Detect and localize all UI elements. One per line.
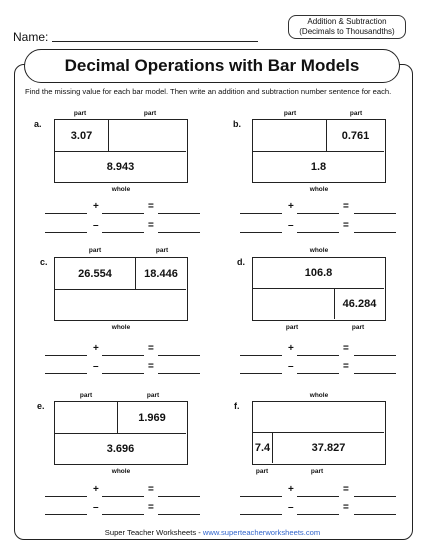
problem-f-sub-blank-1[interactable] (240, 514, 282, 515)
problem-f-plus: + (288, 484, 294, 495)
problem-c-equals-1: = (148, 343, 154, 354)
problem-b-part2: 0.761 (327, 120, 384, 152)
problem-c-part1-label: part (88, 247, 102, 254)
problem-b-minus: – (288, 220, 294, 231)
problem-d-whole: 106.8 (253, 258, 384, 289)
problem-a-add-blank-3[interactable] (158, 213, 200, 214)
problem-b-whole: 1.8 (310, 160, 327, 173)
problem-c-minus: – (93, 361, 99, 372)
problem-c-part1: 26.554 (55, 258, 136, 290)
problem-f-add-blank-2[interactable] (297, 496, 339, 497)
problem-b-equals-1: = (343, 201, 349, 212)
problem-b-sub-blank-3[interactable] (354, 232, 396, 233)
problem-d-minus: – (288, 361, 294, 372)
problem-d-part2: 46.284 (342, 298, 377, 310)
problem-d-part2-label: part (351, 324, 365, 331)
problem-a-bar-model (54, 119, 188, 183)
problem-b-whole-label: whole (309, 186, 329, 193)
problem-e-minus: – (93, 502, 99, 513)
problem-b-add-blank-2[interactable] (297, 213, 339, 214)
problem-d-whole-label: whole (309, 247, 329, 254)
problem-f-minus: – (288, 502, 294, 513)
problem-e-equals-2: = (148, 502, 154, 513)
problem-e-plus: + (93, 484, 99, 495)
problem-f-bar-model (252, 401, 386, 465)
problem-a-equals-1: = (148, 201, 154, 212)
problem-a-sub-blank-3[interactable] (158, 232, 200, 233)
problem-f-letter: f. (234, 401, 240, 411)
problem-d-equals-1: = (343, 343, 349, 354)
topic-box (288, 15, 406, 39)
problem-c-equals-2: = (148, 361, 154, 372)
topic-line-1: Addition & Subtraction (307, 17, 387, 26)
problem-e-sub-blank-2[interactable] (102, 514, 144, 515)
problem-f-equals-2: = (343, 502, 349, 513)
problem-b-add-blank-3[interactable] (354, 213, 396, 214)
problem-e-letter: e. (37, 401, 45, 411)
problem-f-part1: 7.4 (253, 433, 273, 463)
problem-d-plus: + (288, 343, 294, 354)
problem-c-sub-blank-1[interactable] (45, 373, 87, 374)
instructions: Find the missing value for each bar model. Then write an addition and subtraction number sentence for each. (25, 87, 392, 96)
problem-d-part1-label: part (285, 324, 299, 331)
problem-c-bar-model (54, 257, 188, 321)
problem-c-sub-blank-2[interactable] (102, 373, 144, 374)
problem-b-part1[interactable] (253, 120, 327, 152)
problem-a-part2[interactable] (109, 120, 186, 152)
problem-a-sub-blank-1[interactable] (45, 232, 87, 233)
problem-c-whole-label: whole (111, 324, 131, 331)
problem-a-sub-blank-2[interactable] (102, 232, 144, 233)
problem-d-sub-blank-2[interactable] (297, 373, 339, 374)
problem-e-part1[interactable] (55, 402, 118, 434)
problem-d-add-blank-1[interactable] (240, 355, 282, 356)
problem-e-sub-blank-3[interactable] (158, 514, 200, 515)
problem-b-add-blank-1[interactable] (240, 213, 282, 214)
problem-a-add-blank-2[interactable] (102, 213, 144, 214)
problem-f-whole[interactable] (253, 402, 384, 433)
problem-f-equals-1: = (343, 484, 349, 495)
problem-d-sub-blank-1[interactable] (240, 373, 282, 374)
problem-f-whole-label: whole (309, 392, 329, 399)
page-title: Decimal Operations with Bar Models (24, 49, 400, 83)
problem-a-part1-label: part (73, 110, 87, 117)
problem-f-add-blank-1[interactable] (240, 496, 282, 497)
footer-text: Super Teacher Worksheets - (104, 528, 203, 537)
problem-b-part2-label: part (349, 110, 363, 117)
problem-b-part1-label: part (283, 110, 297, 117)
problem-c-whole[interactable] (55, 290, 186, 319)
problem-b-equals-2: = (343, 220, 349, 231)
problem-d-part1[interactable] (253, 289, 335, 319)
problem-b-letter: b. (233, 119, 241, 129)
topic-line-2: (Decimals to Thousandths) (299, 27, 395, 36)
name-label: Name: (13, 30, 49, 44)
problem-c-sub-blank-3[interactable] (158, 373, 200, 374)
problem-e-equals-1: = (148, 484, 154, 495)
problem-f-add-blank-3[interactable] (354, 496, 396, 497)
problem-f-sub-blank-2[interactable] (297, 514, 339, 515)
footer (0, 528, 425, 537)
problem-a-part1: 3.07 (55, 120, 109, 152)
problem-a-letter: a. (34, 119, 42, 129)
problem-e-add-blank-2[interactable] (102, 496, 144, 497)
problem-d-add-blank-3[interactable] (354, 355, 396, 356)
problem-e-whole-label: whole (111, 468, 131, 475)
problem-c-plus: + (93, 343, 99, 354)
name-line[interactable] (52, 41, 258, 42)
problem-c-add-blank-3[interactable] (158, 355, 200, 356)
problem-c-add-blank-1[interactable] (45, 355, 87, 356)
problem-b-sub-blank-2[interactable] (297, 232, 339, 233)
problem-c-part2: 18.446 (136, 258, 186, 290)
problem-a-whole: 8.943 (106, 160, 135, 173)
problem-e-add-blank-1[interactable] (45, 496, 87, 497)
problem-a-plus: + (93, 201, 99, 212)
problem-f-part2-label: part (310, 468, 324, 475)
problem-e-part1-label: part (79, 392, 93, 399)
problem-c-add-blank-2[interactable] (102, 355, 144, 356)
problem-f-part2: 37.827 (311, 442, 346, 454)
problem-a-whole-label: whole (111, 186, 131, 193)
problem-f-part1-label: part (255, 468, 269, 475)
problem-e-whole: 3.696 (106, 442, 135, 455)
problem-f-sub-blank-3[interactable] (354, 514, 396, 515)
problem-a-add-blank-1[interactable] (45, 213, 87, 214)
problem-e-part2-label: part (146, 392, 160, 399)
problem-e-bar-model (54, 401, 188, 465)
problem-d-bar-model (252, 257, 386, 321)
problem-b-bar-model (252, 119, 386, 183)
problem-a-equals-2: = (148, 220, 154, 231)
problem-e-add-blank-3[interactable] (158, 496, 200, 497)
problem-d-equals-2: = (343, 361, 349, 372)
problem-a-part2-label: part (143, 110, 157, 117)
problem-d-add-blank-2[interactable] (297, 355, 339, 356)
problem-b-plus: + (288, 201, 294, 212)
problem-c-part2-label: part (155, 247, 169, 254)
problem-d-letter: d. (237, 257, 245, 267)
problem-c-letter: c. (40, 257, 48, 267)
problem-a-minus: – (93, 220, 99, 231)
problem-d-sub-blank-3[interactable] (354, 373, 396, 374)
problem-b-sub-blank-1[interactable] (240, 232, 282, 233)
problem-e-sub-blank-1[interactable] (45, 514, 87, 515)
problem-e-part2: 1.969 (118, 402, 186, 434)
footer-link[interactable]: www.superteacherworksheets.com (202, 528, 321, 537)
